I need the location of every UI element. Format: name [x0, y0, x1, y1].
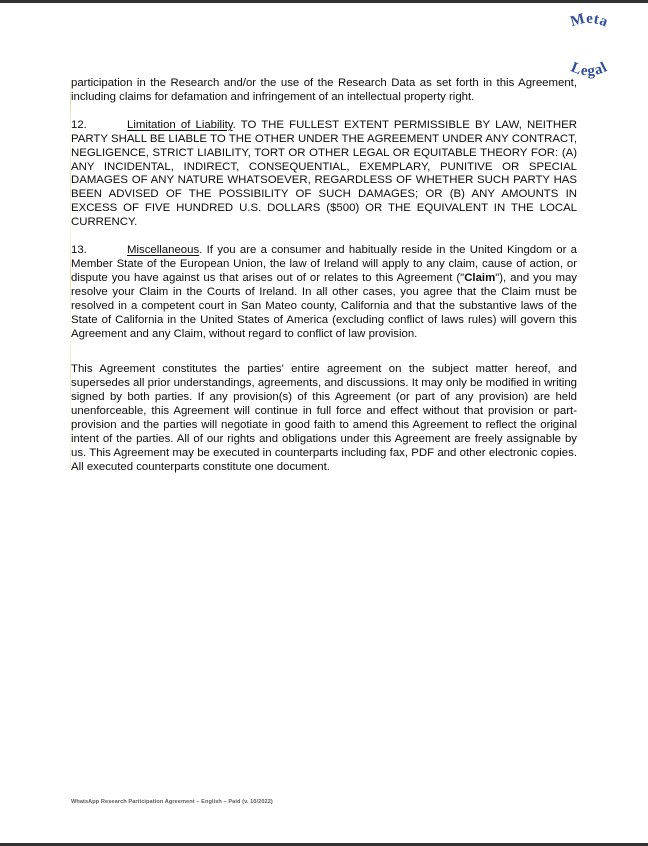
section-number-12: 12. — [71, 118, 87, 131]
paragraph-text: participation in the Research and/or the use of the Research Data as set forth in this Agreement, including claims for defamation and infringement of an intellectual property right. — [71, 77, 577, 103]
section-text-13-after: "), and you may resolve your Claim in the Courts of Ireland. In all other cases, you agree that the Claim must be resolved in a competent court in San Mateo county, California and that the substantive laws of the State of California in the United States of America (excluding conflict of laws rules) will govern this Agreement and any Claim, without regard to conflict of law provision. — [71, 271, 577, 340]
paragraph-section-13 — [71, 244, 577, 341]
defined-term-claim: Claim — [464, 271, 496, 284]
meta-legal-logo — [538, 5, 640, 81]
paragraph-spacer — [71, 354, 577, 363]
logo-top-text: Meta — [568, 10, 611, 31]
logo-bottom-text: Legal — [568, 59, 610, 80]
document-page — [0, 3, 648, 843]
document-body — [71, 77, 577, 475]
section-number-13: 13. — [71, 244, 87, 257]
paragraph-entire-agreement — [71, 363, 577, 474]
paragraph-text: This Agreement constitutes the parties' entire agreement on the subject matter hereof, and supersedes all prior understandings, agreements, and discussions. It may only be modified in writing signed by both parties. If any provision(s) of this Agreement (or part of any provision) are held unenforceable, this Agreement will continue in full force and effect without that provision or part-provision and the parties will negotiate in good faith to amend this Agreement to reflect the original intent of the parties. All of our rights and obligations under this Agreement are freely assignable by us. This Agreement may be executed in counterparts including fax, PDF and other electronic copies. All executed counterparts constitute one document. — [71, 363, 577, 473]
section-heading-12: Limitation of Liability — [127, 118, 233, 131]
section-text-12: . TO THE FULLEST EXTENT PERMISSIBLE BY LAW, NEITHER PARTY SHALL BE LIABLE TO THE OTHER UNDER THE AGREEMENT UNDER ANY CONTRACT, NEGLIGENCE, STRICT LIABILITY, TORT OR OTHER LEGAL OR EQUITABLE THEORY FOR: (A) ANY INCIDENTAL, INDIRECT, CONSEQUENTIAL, EXEMPLARY, PUNITIVE OR SPECIAL DAMAGES OF ANY NATURE WHATSOEVER, REGARDLESS OF WHETHER SUCH PARTY HAS BEEN ADVISED OF THE POSSIBILITY OF SUCH DAMAGES; OR (B) ANY AMOUNTS IN EXCESS OF FIVE HUNDRED U.S. DOLLARS ($500) OR THE EQUIVALENT IN THE LOCAL CURRENCY. — [71, 118, 577, 229]
paragraph-section-12 — [71, 119, 577, 230]
paragraph-continuation — [71, 77, 577, 105]
section-text-13-before: . If you are a consumer and habitually reside in the United Kingdom or a Member State of the European Union, the law of Ireland will apply to any claim, cause of action, or dispute you have against us that arises out of or relates to this Agreement (" — [71, 244, 577, 284]
viewer-top-bar — [0, 0, 648, 3]
document-footer: WhatsApp Research Participation Agreement – English – Paid (v. 10/2022) — [71, 799, 273, 805]
section-heading-13: Miscellaneous — [127, 244, 200, 257]
